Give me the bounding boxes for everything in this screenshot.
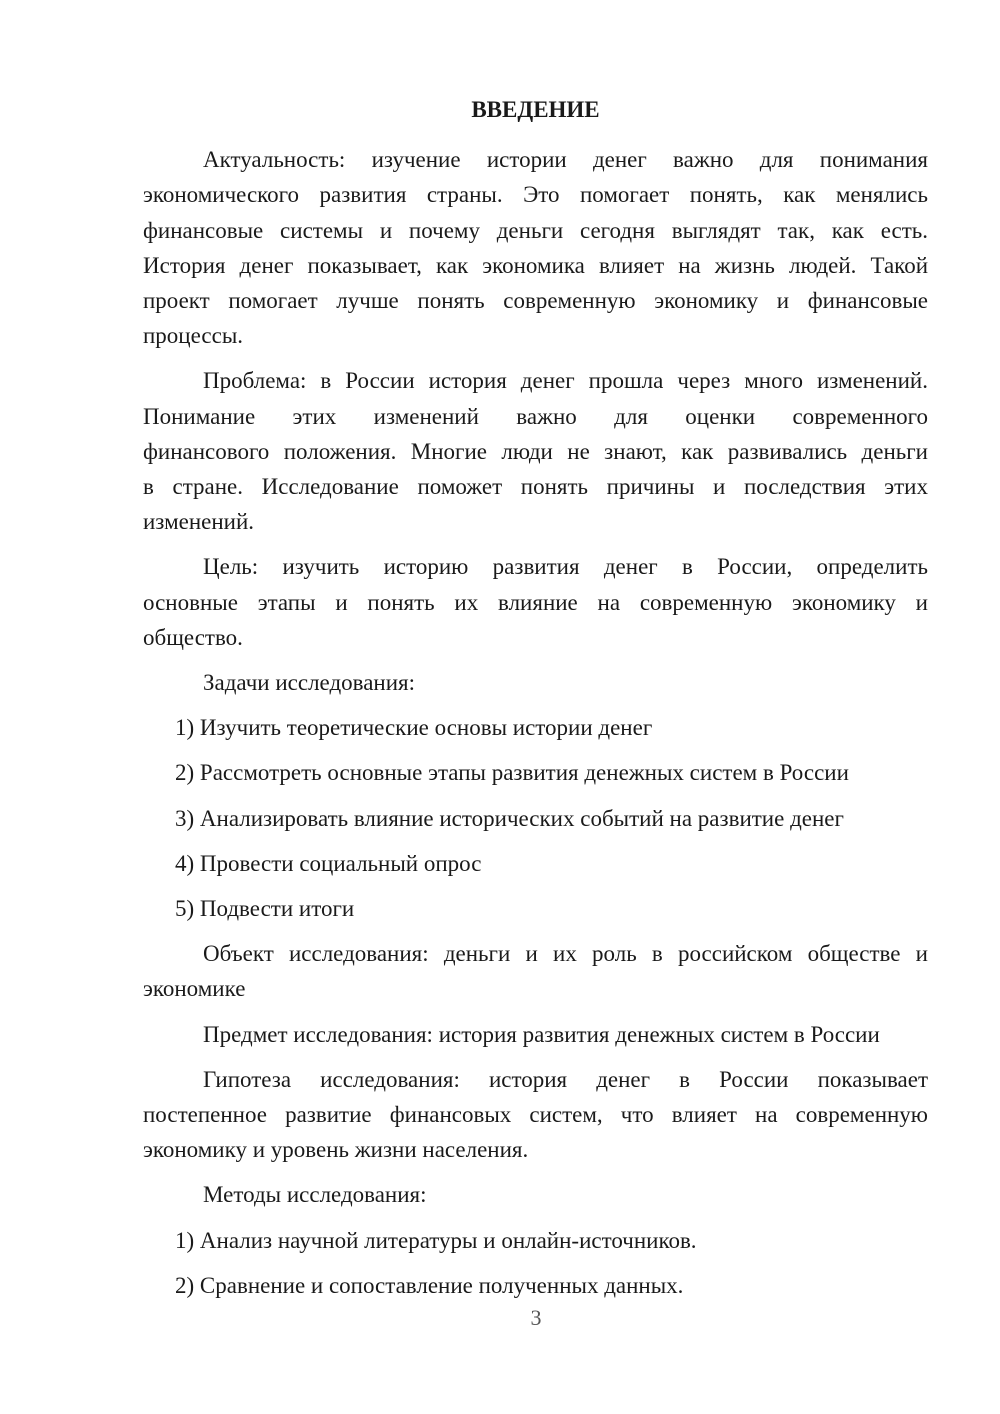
paragraph	[143, 549, 928, 655]
paragraph	[143, 142, 928, 353]
text-line: Предмет исследования: история развития денежных систем в России	[203, 1021, 880, 1047]
list-item	[143, 755, 928, 790]
text-line: постепенное развитие финансовых систем, что влияет на современную	[143, 1102, 928, 1128]
text-line: 2) Рассмотреть основные этапы развития денежных систем в России	[175, 760, 849, 786]
text-line: изменений.	[143, 509, 255, 535]
page-number: 3	[530, 1305, 542, 1330]
text-line: финансовые системы и почему деньги сегодня выглядят так, как есть.	[143, 217, 928, 243]
text-line: экономике	[143, 976, 246, 1002]
text-line: Актуальность: изучение истории денег важно для понимания	[203, 147, 928, 173]
text-line: Задачи исследования:	[203, 670, 416, 696]
text-line: Гипотеза исследования: история денег в России показывает	[203, 1066, 928, 1092]
text-line: 2) Сравнение и сопоставление полученных данных.	[175, 1272, 684, 1298]
text-line: финансового положения. Многие люди не знают, как развивались деньги	[143, 438, 928, 464]
list-item	[143, 710, 928, 745]
text-line: 1) Анализ научной литературы и онлайн-источников.	[175, 1227, 697, 1253]
paragraph	[143, 1062, 928, 1168]
list-item	[143, 801, 928, 836]
text-line: в стране. Исследование поможет понять причины и последствия этих	[143, 474, 928, 500]
document-body	[143, 142, 928, 1303]
paragraph	[143, 363, 928, 539]
text-line: основные этапы и понять их влияние на современную экономику и	[143, 589, 928, 615]
text-line: Цель: изучить историю развития денег в России, определить	[203, 554, 928, 580]
text-line: экономику и уровень жизни населения.	[143, 1137, 529, 1163]
paragraph	[143, 1017, 928, 1052]
text-line: 1) Изучить теоретические основы истории денег	[175, 715, 653, 741]
text-line: Методы исследования:	[203, 1182, 427, 1208]
list-item	[143, 1268, 928, 1303]
text-line: процессы.	[143, 323, 244, 349]
text-line: Проблема: в России история денег прошла через много изменений.	[203, 368, 928, 394]
text-line: 4) Провести социальный опрос	[175, 850, 482, 876]
text-line: общество.	[143, 624, 243, 650]
text-line: 3) Анализировать влияние исторических событий на развитие денег	[175, 805, 844, 831]
paragraph	[143, 1177, 928, 1212]
text-line: История денег показывает, как экономика влияет на жизнь людей. Такой	[143, 252, 928, 278]
paragraph	[143, 665, 928, 700]
list-item	[143, 891, 928, 926]
list-item	[143, 846, 928, 881]
text-line: экономического развития страны. Это помогает понять, как менялись	[143, 182, 928, 208]
section-title: ВВЕДЕНИЕ	[471, 97, 600, 122]
list-item	[143, 1223, 928, 1258]
document-page	[143, 92, 928, 1313]
text-line: Понимание этих изменений важно для оценки современного	[143, 403, 928, 429]
text-line: проект помогает лучше понять современную экономику и финансовые	[143, 288, 928, 314]
paragraph	[143, 936, 928, 1006]
text-line: Объект исследования: деньги и их роль в российском обществе и	[203, 941, 928, 967]
text-line: 5) Подвести итоги	[175, 896, 355, 922]
